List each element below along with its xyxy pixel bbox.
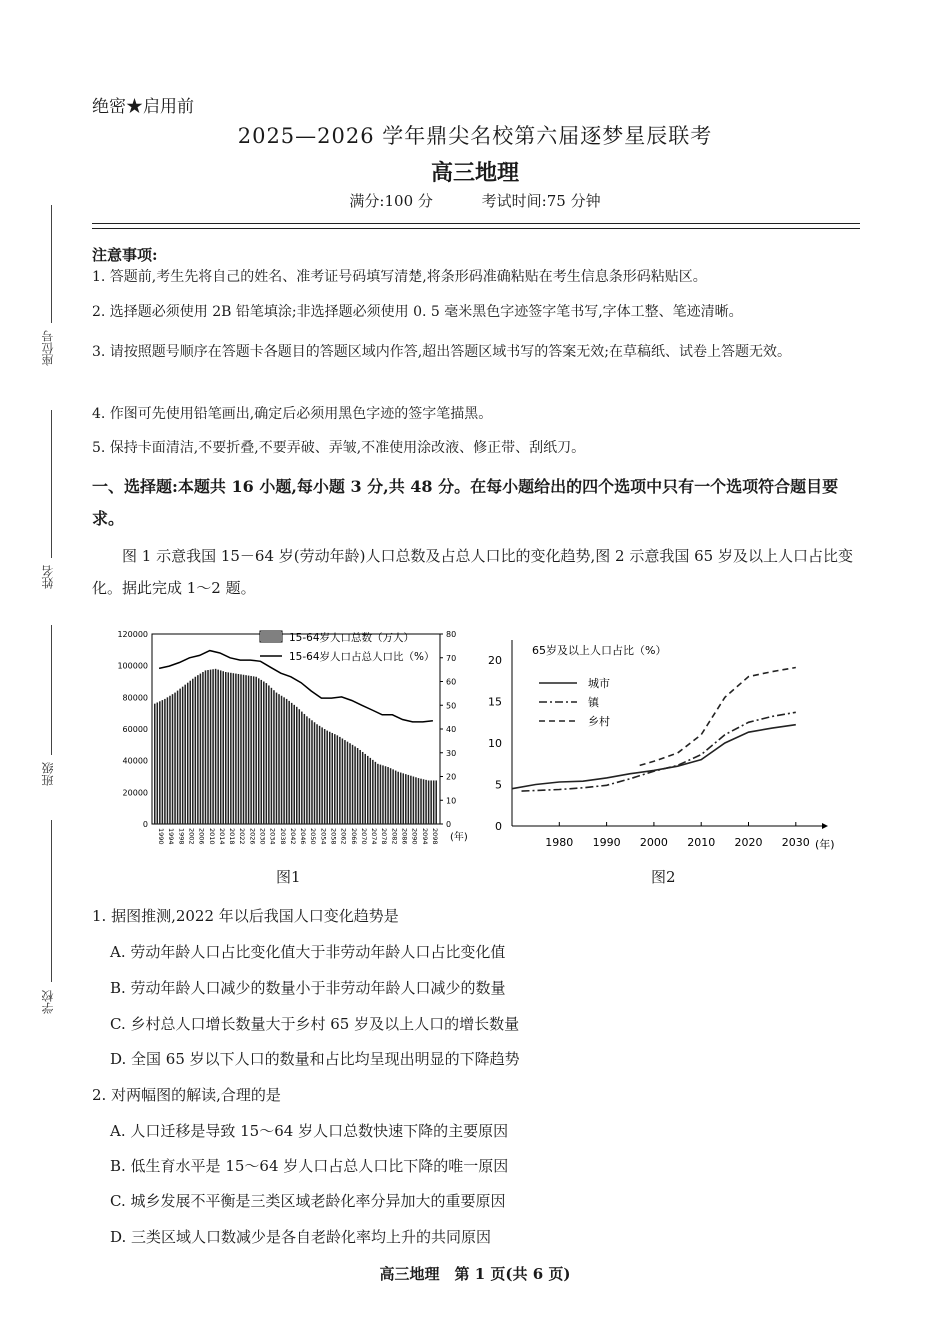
bar-15-64-population (408, 775, 410, 824)
bar-15-64-population (202, 672, 204, 824)
bar-15-64-population (418, 778, 420, 824)
bar-15-64-population (316, 724, 318, 824)
x-tick-label: 2010 (687, 836, 716, 849)
bar-15-64-population (352, 745, 354, 824)
x-tick-label: 2026 (248, 828, 257, 845)
legend-town-label: 镇 (588, 696, 599, 709)
figure-2-x-unit: (年) (815, 838, 835, 851)
y-right-tick-label: 20 (446, 772, 457, 782)
figure-2-chart (482, 628, 842, 858)
bar-15-64-population (258, 678, 260, 824)
bar-15-64-population (293, 705, 295, 824)
bar-15-64-population (255, 677, 257, 824)
bar-15-64-population (329, 732, 331, 824)
question-1-option-a: A. 劳动年龄人口占比变化值大于非劳动年龄人口占比变化值 (110, 943, 506, 961)
y-tick-label: 5 (495, 778, 502, 792)
bar-15-64-population (415, 777, 417, 824)
bar-15-64-population (238, 674, 240, 824)
bar-15-64-population (167, 697, 169, 824)
note-item: 3. 请按照题号顺序在答题卡各题目的答题区域内作答,超出答题区域书写的答案无效;在草稿纸、试卷上答题无效。 (92, 344, 791, 360)
x-tick-label: 2054 (319, 828, 328, 845)
bar-15-64-population (200, 674, 202, 824)
question-2-option-c: C. 城乡发展不平衡是三类区域老龄化率分异加大的重要原因 (110, 1192, 506, 1210)
bar-15-64-population (268, 685, 270, 824)
legend-city-label: 城市 (588, 677, 610, 690)
bar-15-64-population (217, 670, 219, 824)
bar-15-64-population (291, 703, 293, 824)
bar-15-64-population (245, 675, 247, 824)
bar-15-64-population (334, 734, 336, 824)
bar-15-64-population (271, 688, 273, 824)
binding-line (51, 625, 52, 755)
x-tick-label: 2006 (197, 828, 206, 845)
class-label: 班级 (41, 762, 55, 786)
question-1-option-d: D. 全国 65 岁以下人口的数量和占比均呈现出明显的下降趋势 (110, 1050, 520, 1068)
x-tick-label: 2030 (258, 828, 267, 845)
bar-15-64-population (397, 772, 399, 824)
bar-15-64-population (182, 687, 184, 824)
figure-1-bars (154, 669, 437, 824)
bar-15-64-population (428, 780, 430, 824)
bar-15-64-population (425, 780, 427, 824)
x-tick-label: 2030 (781, 836, 810, 849)
y-right-tick-label: 80 (446, 630, 457, 639)
x-tick-label: 2058 (329, 828, 338, 845)
bar-15-64-population (324, 729, 326, 824)
x-tick-label: 2082 (390, 828, 399, 845)
question-2-stem: 2. 对两幅图的解读,合理的是 (92, 1086, 281, 1104)
y-left-tick-label: 0 (142, 820, 148, 829)
x-tick-label: 2094 (420, 828, 429, 845)
section-heading: 一、选择题:本题共 16 小题,每小题 3 分,共 48 分。在每小题给出的四个选项中只有一个选项符合题目要求。 (92, 477, 839, 528)
x-tick-label: 2062 (339, 828, 348, 845)
figure-1-x-unit: (年) (450, 832, 468, 843)
bar-15-64-population (400, 773, 402, 824)
bar-15-64-population (433, 780, 435, 824)
bar-15-64-population (225, 672, 227, 824)
bar-15-64-population (301, 712, 303, 824)
figure-2-lines (512, 668, 796, 792)
bar-15-64-population (250, 676, 252, 824)
bar-15-64-population (405, 774, 407, 824)
bar-15-64-population (364, 754, 366, 824)
bar-15-64-population (235, 674, 237, 824)
bar-15-64-population (392, 769, 394, 824)
x-tick-label: 1980 (545, 836, 574, 849)
y-right-tick-label: 70 (446, 653, 457, 663)
bar-15-64-population (420, 779, 422, 824)
bar-15-64-population (342, 739, 344, 825)
y-left-tick-label: 80000 (122, 693, 148, 703)
bar-15-64-population (184, 685, 186, 824)
bar-15-64-population (319, 726, 321, 824)
binding-line (51, 205, 52, 323)
header-rule (92, 228, 860, 229)
bar-15-64-population (382, 765, 384, 824)
bar-15-64-population (321, 727, 323, 824)
y-tick-label: 0 (495, 820, 502, 833)
question-intro: 图 1 示意我国 15－64 岁(劳动年龄)人口总数及占总人口比的变化趋势,图 2 示意我国 65 岁及以上人口占比变化。据此完成 1～2 题。 (92, 547, 853, 597)
bar-15-64-population (230, 673, 232, 824)
question-1-option-c: C. 乡村总人口增长数量大于乡村 65 岁及以上人口的增长数量 (110, 1015, 520, 1033)
bar-15-64-population (296, 707, 298, 824)
bar-15-64-population (311, 720, 313, 824)
x-tick-label: 2090 (410, 828, 419, 845)
bar-15-64-population (154, 704, 156, 824)
legend-bar-swatch (260, 631, 282, 642)
school-label: 学校 (41, 990, 55, 1014)
bar-15-64-population (314, 722, 316, 824)
bar-15-64-population (266, 683, 268, 824)
x-tick-label: 2034 (268, 828, 277, 845)
y-right-tick-label: 30 (446, 748, 457, 758)
figure-2-legend (539, 677, 610, 728)
bar-15-64-population (222, 671, 224, 824)
bar-15-64-population (410, 776, 412, 824)
bar-15-64-population (192, 679, 194, 824)
bar-15-64-population (205, 670, 207, 824)
bar-15-64-population (299, 709, 301, 824)
bar-15-64-population (215, 669, 217, 824)
bar-15-64-population (380, 765, 382, 824)
bar-15-64-population (288, 701, 290, 824)
bar-15-64-population (207, 670, 209, 824)
bar-15-64-population (228, 672, 230, 824)
bar-15-64-population (197, 675, 199, 824)
note-item: 4. 作图可先使用铅笔画出,确定后必须用黑色字迹的签字笔描黑。 (92, 406, 493, 422)
bar-15-64-population (174, 693, 176, 824)
bar-15-64-population (337, 735, 339, 824)
x-axis-arrow (822, 823, 828, 829)
bar-15-64-population (159, 701, 161, 824)
bar-15-64-population (413, 777, 415, 825)
bar-15-64-population (354, 746, 356, 824)
bar-15-64-population (172, 694, 174, 824)
bar-15-64-population (362, 752, 364, 824)
bar-15-64-population (359, 750, 361, 824)
x-tick-label: 2098 (430, 828, 439, 845)
bar-15-64-population (283, 697, 285, 824)
seat-label: 座位号 (41, 330, 55, 366)
y-left-tick-label: 100000 (117, 661, 148, 671)
bar-15-64-population (220, 670, 222, 824)
question-2-option-b: B. 低生育水平是 15～64 岁人口占总人口比下降的唯一原因 (110, 1157, 509, 1175)
note-item: 2. 选择题必须使用 2B 铅笔填涂;非选择题必须使用 0. 5 毫米黑色字迹签字笔书写,字体工整、笔迹清晰。 (92, 304, 743, 320)
y-tick-label: 10 (488, 737, 502, 750)
y-left-tick-label: 40000 (122, 756, 148, 766)
bar-15-64-population (164, 699, 166, 824)
notes-title: 注意事项: (92, 246, 158, 264)
x-tick-label: 1994 (167, 828, 176, 845)
binding-line (51, 820, 52, 982)
bar-15-64-population (240, 674, 242, 824)
bar-15-64-population (347, 742, 349, 824)
bar-15-64-population (370, 758, 372, 824)
note-item: 1. 答题前,考生先将自己的姓名、准考证号码填写清楚,将条形码准确粘贴在考生信息条形码粘贴区。 (92, 269, 707, 285)
y-left-tick-label: 120000 (117, 630, 148, 639)
x-tick-label: 2018 (228, 828, 237, 845)
y-tick-label: 20 (488, 654, 502, 667)
bar-15-64-population (339, 737, 341, 824)
question-2-option-d: D. 三类区域人口数减少是各自老龄化率均上升的共同原因 (110, 1228, 492, 1246)
y-tick-label: 15 (488, 695, 502, 709)
subject-title: 高三地理 (430, 160, 519, 186)
x-tick-label: 2086 (400, 828, 409, 845)
bar-15-64-population (261, 680, 263, 824)
x-tick-label: 2002 (187, 828, 196, 845)
y-left-tick-label: 20000 (122, 788, 148, 798)
bar-15-64-population (233, 673, 235, 824)
x-tick-label: 2066 (349, 828, 358, 845)
exam-time: 考试时间:75 分钟 (481, 192, 601, 210)
bar-15-64-population (375, 762, 377, 824)
bar-15-64-population (278, 694, 280, 824)
confidential-mark: 绝密★启用前 (92, 97, 194, 117)
bar-15-64-population (403, 773, 405, 824)
x-tick-label: 1998 (177, 828, 186, 845)
bar-15-64-population (243, 675, 245, 824)
figure-1-legend (260, 631, 435, 663)
bar-15-64-population (187, 683, 189, 824)
bar-15-64-population (344, 740, 346, 824)
full-score: 满分:100 分 (349, 192, 433, 210)
bar-15-64-population (306, 716, 308, 824)
bar-15-64-population (253, 676, 255, 824)
bar-15-64-population (430, 780, 432, 824)
legend-rural-label: 乡村 (588, 715, 610, 728)
bar-15-64-population (423, 779, 425, 824)
bar-15-64-population (385, 766, 387, 824)
header-rule (92, 223, 860, 224)
x-tick-label: 2022 (238, 828, 247, 845)
note-item: 5. 保持卡面清洁,不要折叠,不要弄破、弄皱,不准使用涂改液、修正带、刮纸刀。 (92, 440, 586, 456)
bar-15-64-population (177, 691, 179, 824)
x-tick-label: 2020 (734, 836, 763, 849)
bar-15-64-population (349, 743, 351, 824)
bar-15-64-population (357, 748, 359, 824)
x-tick-label: 2078 (380, 828, 389, 845)
x-tick-label: 2074 (370, 828, 379, 845)
x-tick-label: 1990 (592, 836, 621, 849)
x-tick-label: 2050 (309, 828, 318, 845)
series-line-dashdot (522, 712, 796, 791)
bar-15-64-population (157, 702, 159, 824)
bar-15-64-population (190, 681, 192, 824)
bar-15-64-population (367, 756, 369, 824)
figure-2-title: 65岁及以上人口占比（%） (532, 644, 667, 657)
x-tick-label: 2010 (207, 828, 216, 845)
x-tick-label: 2038 (278, 828, 287, 845)
bar-15-64-population (281, 696, 283, 824)
bar-15-64-population (212, 669, 214, 824)
bar-15-64-population (377, 764, 379, 824)
bar-15-64-population (273, 690, 275, 824)
x-tick-label: 2014 (217, 828, 226, 845)
bar-15-64-population (248, 676, 250, 824)
x-tick-label: 2042 (288, 828, 297, 845)
y-right-tick-label: 10 (446, 796, 457, 806)
question-2-option-a: A. 人口迁移是导致 15～64 岁人口总数快速下降的主要原因 (110, 1122, 509, 1140)
score-line (0, 190, 950, 211)
y-left-tick-label: 60000 (122, 725, 148, 734)
y-right-tick-label: 40 (446, 725, 457, 734)
name-label: 姓名 (41, 565, 55, 589)
bar-15-64-population (162, 700, 164, 824)
bar-15-64-population (326, 731, 328, 824)
bar-15-64-population (169, 696, 171, 824)
figure-2-caption: 图2 (651, 868, 676, 886)
x-tick-label: 2070 (359, 828, 368, 845)
figure-1-chart (100, 622, 480, 857)
bar-15-64-population (276, 693, 278, 824)
series-line-solid (512, 725, 796, 789)
y-right-tick-label: 50 (446, 701, 457, 711)
y-right-tick-label: 60 (446, 677, 457, 687)
bar-15-64-population (332, 733, 334, 824)
binding-line (51, 410, 52, 558)
exam-title: 2025—2026 学年鼎尖名校第六届逐梦星辰联考 (237, 124, 713, 148)
bar-15-64-population (210, 670, 212, 824)
bar-15-64-population (309, 718, 311, 824)
legend-line-label: 15-64岁人口占总人口比（%） (289, 651, 435, 663)
x-tick-label: 2046 (299, 828, 308, 845)
bar-15-64-population (435, 780, 437, 824)
bar-15-64-population (195, 677, 197, 824)
bar-15-64-population (179, 689, 181, 824)
bar-15-64-population (390, 768, 392, 824)
bar-15-64-population (395, 771, 397, 824)
x-tick-label: 1990 (157, 828, 166, 845)
x-tick-label: 2000 (639, 836, 668, 849)
bar-15-64-population (372, 760, 374, 824)
page-footer: 高三地理 第 1 页(共 6 页) (379, 1265, 571, 1283)
figure-1-caption: 图1 (276, 868, 301, 886)
legend-bar-label: 15-64岁人口总数（万人） (289, 632, 415, 644)
question-1-stem: 1. 据图推测,2022 年以后我国人口变化趋势是 (92, 907, 399, 925)
question-1-option-b: B. 劳动年龄人口减少的数量小于非劳动年龄人口减少的数量 (110, 979, 506, 997)
bar-15-64-population (263, 682, 265, 825)
y-right-tick-label: 0 (446, 820, 452, 829)
bar-15-64-population (387, 767, 389, 824)
bar-15-64-population (286, 699, 288, 824)
bar-15-64-population (304, 714, 306, 824)
